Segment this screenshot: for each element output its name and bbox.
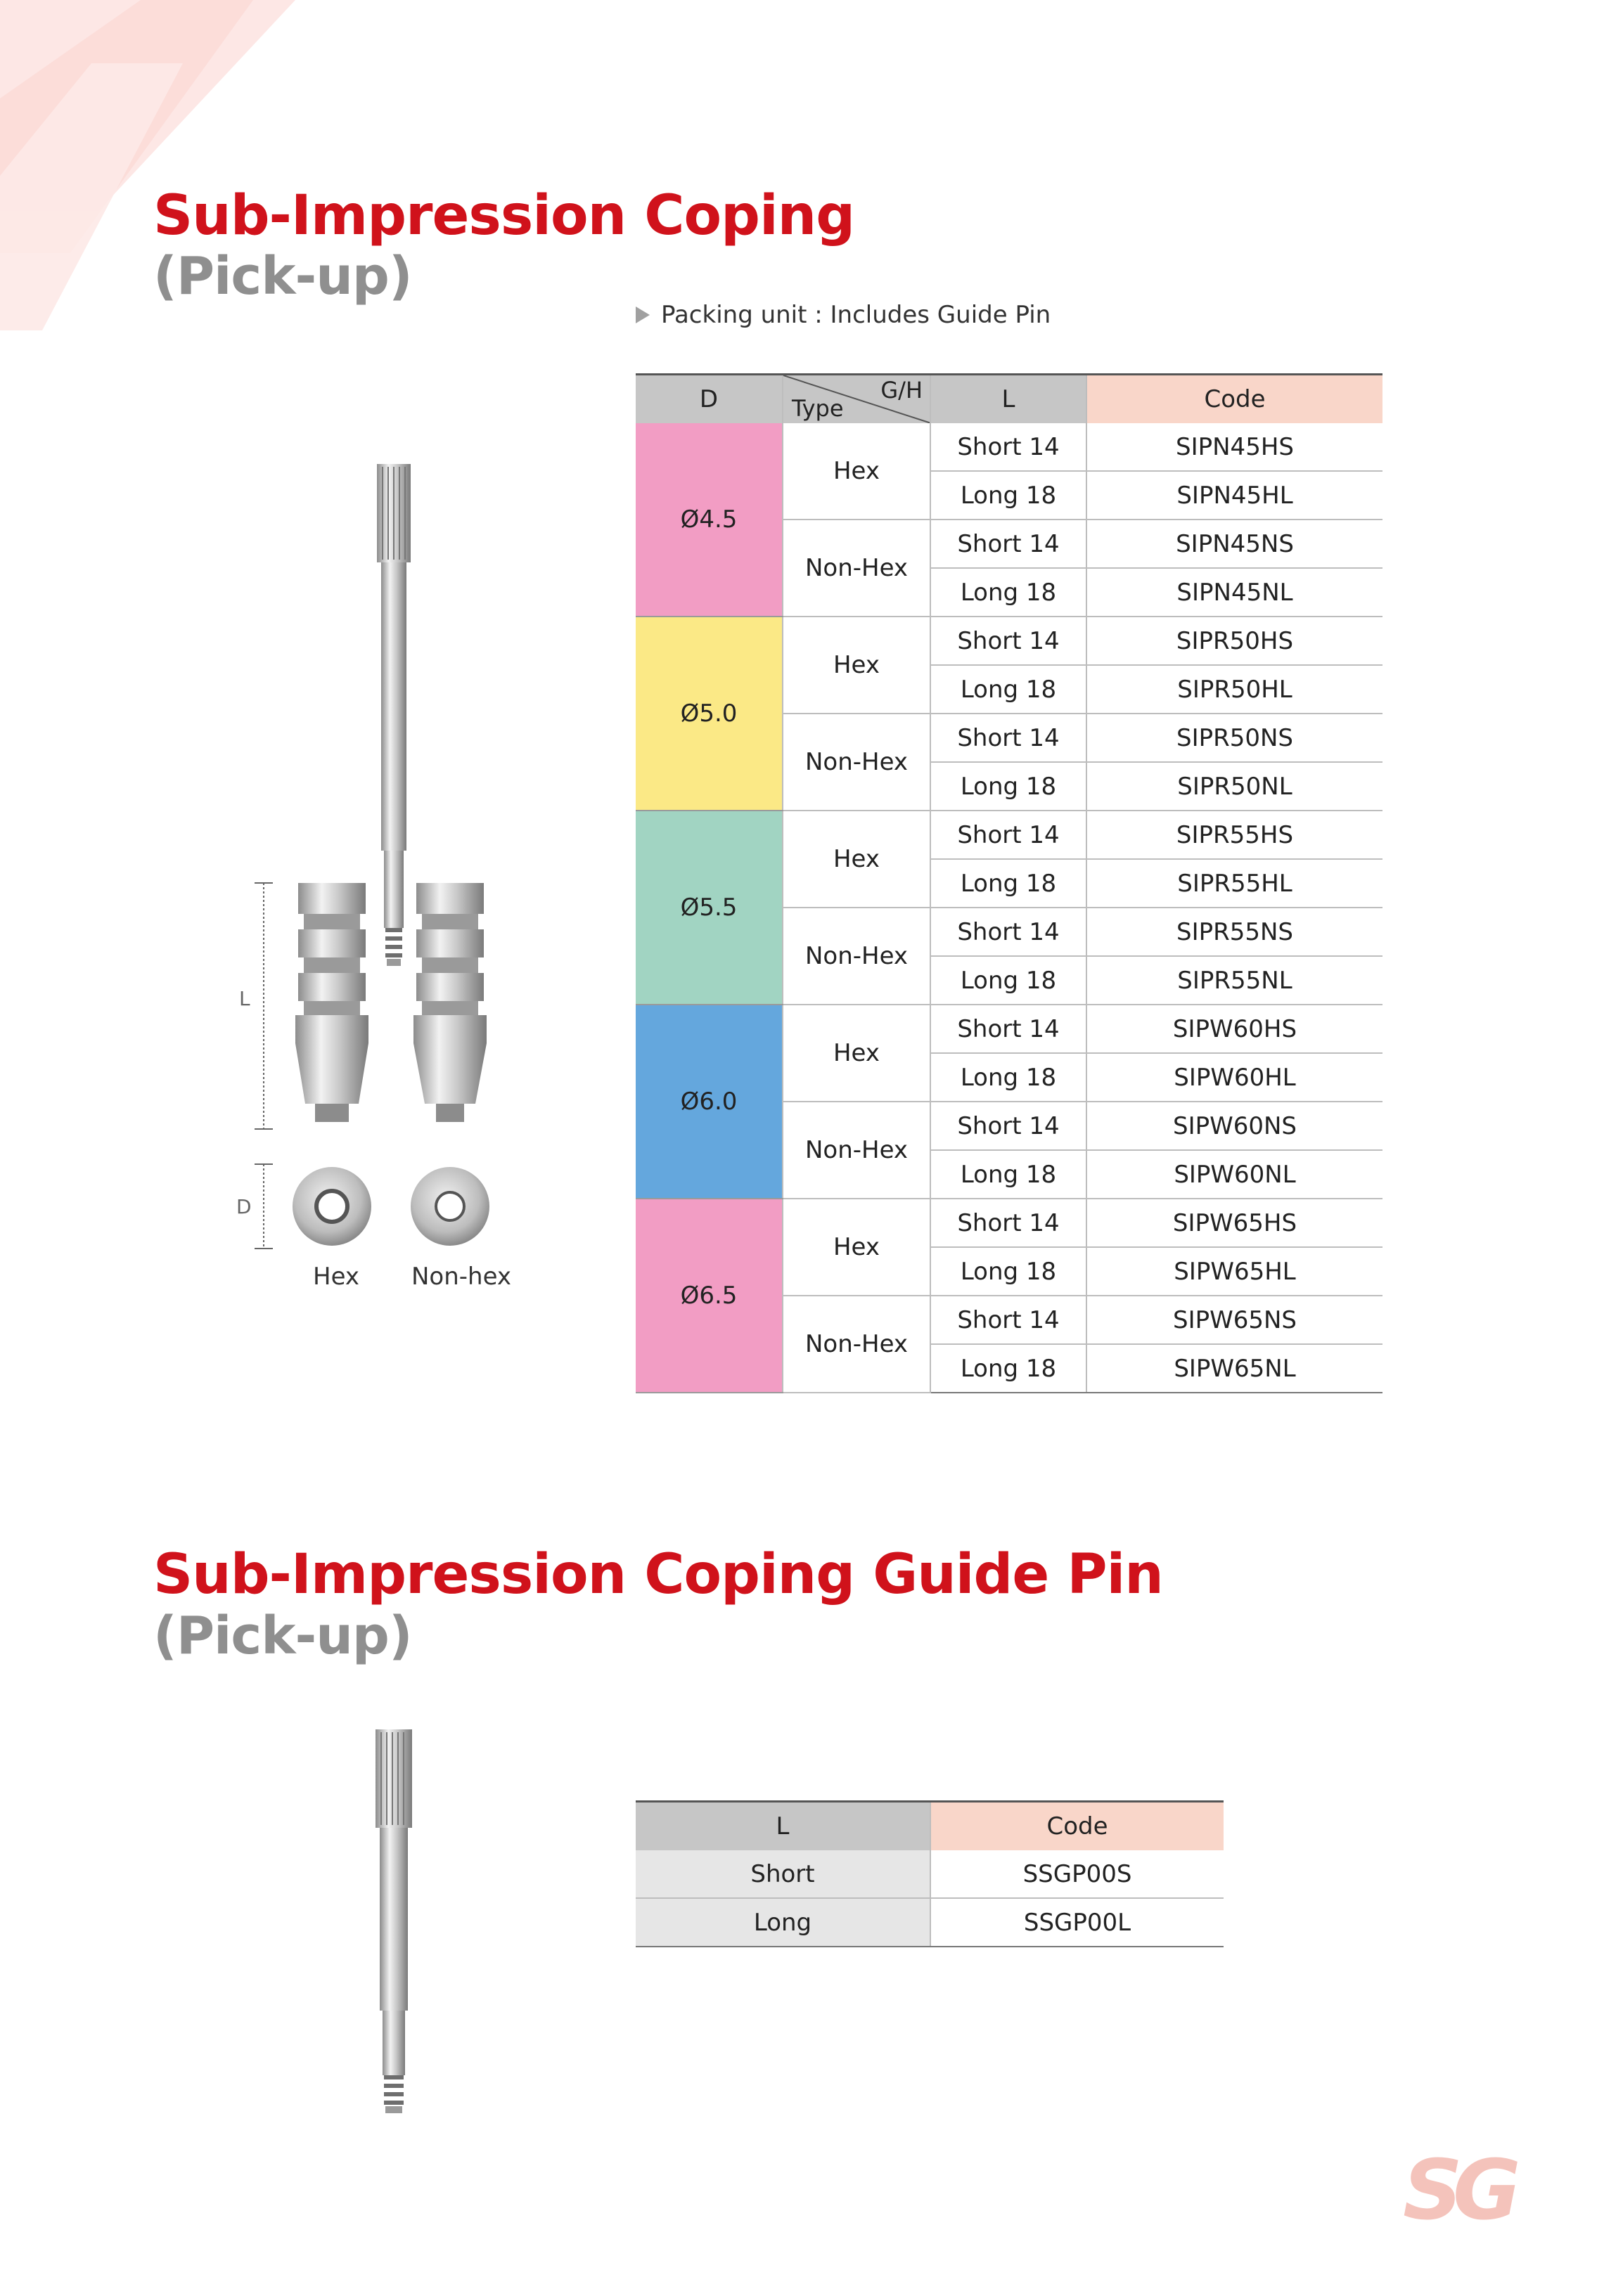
code-cell: SIPR55NL xyxy=(1086,956,1382,1005)
diameter-cell: Ø6.5 xyxy=(636,1199,783,1393)
table-row xyxy=(636,1199,1382,1247)
table-row xyxy=(636,423,1382,471)
header-d: D xyxy=(636,375,783,424)
dim-d-label: D xyxy=(236,1195,252,1218)
header-code: Code xyxy=(1086,375,1382,424)
diameter-cell: Ø5.5 xyxy=(636,811,783,1005)
length-cell: Long 18 xyxy=(930,1053,1086,1102)
type-cell: Hex xyxy=(783,1005,930,1102)
section1-subtitle: (Pick-up) xyxy=(153,246,412,307)
code-cell: SIPW60NL xyxy=(1086,1150,1382,1199)
gp-header-code: Code xyxy=(930,1802,1224,1851)
code-cell: SIPR50HL xyxy=(1086,665,1382,714)
length-cell: Long 18 xyxy=(930,762,1086,811)
dimension-d-line xyxy=(255,1164,273,1249)
diameter-cell: Ø6.0 xyxy=(636,1005,783,1199)
length-cell: Long 18 xyxy=(930,956,1086,1005)
spec-table-body xyxy=(636,423,1382,1393)
code-cell: SIPR55HL xyxy=(1086,859,1382,908)
gp-cell-code: SSGP00L xyxy=(930,1898,1224,1947)
length-cell: Short 14 xyxy=(930,520,1086,568)
hex-label: Hex xyxy=(313,1263,360,1291)
guide-pin-image-2 xyxy=(366,1722,422,2116)
code-cell: SIPW65HL xyxy=(1086,1247,1382,1296)
nonhex-bottom-view xyxy=(411,1167,489,1246)
length-cell: Long 18 xyxy=(930,1344,1086,1393)
code-cell: SIPR50NS xyxy=(1086,714,1382,762)
length-cell: Short 14 xyxy=(930,1102,1086,1150)
type-cell: Non-Hex xyxy=(783,714,930,811)
length-cell: Short 14 xyxy=(930,1005,1086,1053)
guide-pin-table xyxy=(636,1800,1224,1947)
nonhex-label: Non-hex xyxy=(411,1263,512,1291)
code-cell: SIPR55NS xyxy=(1086,908,1382,956)
code-cell: SIPW60NS xyxy=(1086,1102,1382,1150)
header-l: L xyxy=(930,375,1086,424)
header-type-gh xyxy=(783,375,930,424)
coping-spec-table xyxy=(636,373,1382,1393)
length-cell: Short 14 xyxy=(930,908,1086,956)
dim-l-label: L xyxy=(239,987,250,1010)
section2-subtitle: (Pick-up) xyxy=(153,1606,412,1666)
nonhex-coping-image xyxy=(413,883,487,1122)
code-cell: SIPN45NS xyxy=(1086,520,1382,568)
guide-pin-image xyxy=(377,464,411,966)
type-cell: Hex xyxy=(783,1199,930,1296)
code-cell: SIPW65NL xyxy=(1086,1344,1382,1393)
dimension-l-line xyxy=(255,883,273,1129)
length-cell: Short 14 xyxy=(930,1296,1086,1344)
packing-note xyxy=(636,301,1051,329)
header-type: Type xyxy=(792,395,844,422)
diameter-cell: Ø4.5 xyxy=(636,423,783,617)
code-cell: SIPN45HL xyxy=(1086,471,1382,520)
type-cell: Hex xyxy=(783,617,930,714)
length-cell: Short 14 xyxy=(930,811,1086,859)
length-cell: Long 18 xyxy=(930,1247,1086,1296)
table-row xyxy=(636,617,1382,665)
length-cell: Long 18 xyxy=(930,665,1086,714)
length-cell: Short 14 xyxy=(930,714,1086,762)
code-cell: SIPN45NL xyxy=(1086,568,1382,617)
length-cell: Short 14 xyxy=(930,617,1086,665)
gp-cell-l: Short xyxy=(636,1850,930,1898)
code-cell: SIPR50NL xyxy=(1086,762,1382,811)
length-cell: Long 18 xyxy=(930,859,1086,908)
gp-header-l: L xyxy=(636,1802,930,1851)
code-cell: SIPR50HS xyxy=(1086,617,1382,665)
section1-title: Sub-Impression Coping xyxy=(153,184,855,247)
gp-cell-code: SSGP00S xyxy=(930,1850,1224,1898)
sg-logo xyxy=(1403,2141,1529,2238)
sg-logo-text: SG xyxy=(1403,2141,1511,2238)
hex-bottom-view xyxy=(293,1167,371,1246)
code-cell: SIPW65NS xyxy=(1086,1296,1382,1344)
gp-cell-l: Long xyxy=(636,1898,930,1947)
triangle-bullet-icon xyxy=(636,307,650,323)
table-row xyxy=(636,1005,1382,1053)
hex-coping-image xyxy=(295,883,368,1122)
length-cell: Long 18 xyxy=(930,471,1086,520)
section2-title: Sub-Impression Coping Guide Pin xyxy=(153,1543,1163,1606)
code-cell: SIPN45HS xyxy=(1086,423,1382,471)
length-cell: Short 14 xyxy=(930,1199,1086,1247)
table-row xyxy=(636,1898,1224,1947)
code-cell: SIPW65HS xyxy=(1086,1199,1382,1247)
length-cell: Long 18 xyxy=(930,1150,1086,1199)
code-cell: SIPR55HS xyxy=(1086,811,1382,859)
code-cell: SIPW60HS xyxy=(1086,1005,1382,1053)
type-cell: Non-Hex xyxy=(783,1102,930,1199)
type-cell: Non-Hex xyxy=(783,908,930,1005)
diameter-cell: Ø5.0 xyxy=(636,617,783,811)
length-cell: Short 14 xyxy=(930,423,1086,471)
packing-note-text: Packing unit : Includes Guide Pin xyxy=(661,301,1051,329)
type-cell: Non-Hex xyxy=(783,1296,930,1393)
type-cell: Non-Hex xyxy=(783,520,930,617)
table-row xyxy=(636,811,1382,859)
length-cell: Long 18 xyxy=(930,568,1086,617)
type-cell: Hex xyxy=(783,811,930,908)
coping-illustration xyxy=(225,457,548,1301)
type-cell: Hex xyxy=(783,423,930,520)
header-gh: G/H xyxy=(880,377,923,404)
code-cell: SIPW60HL xyxy=(1086,1053,1382,1102)
table-row xyxy=(636,1850,1224,1898)
